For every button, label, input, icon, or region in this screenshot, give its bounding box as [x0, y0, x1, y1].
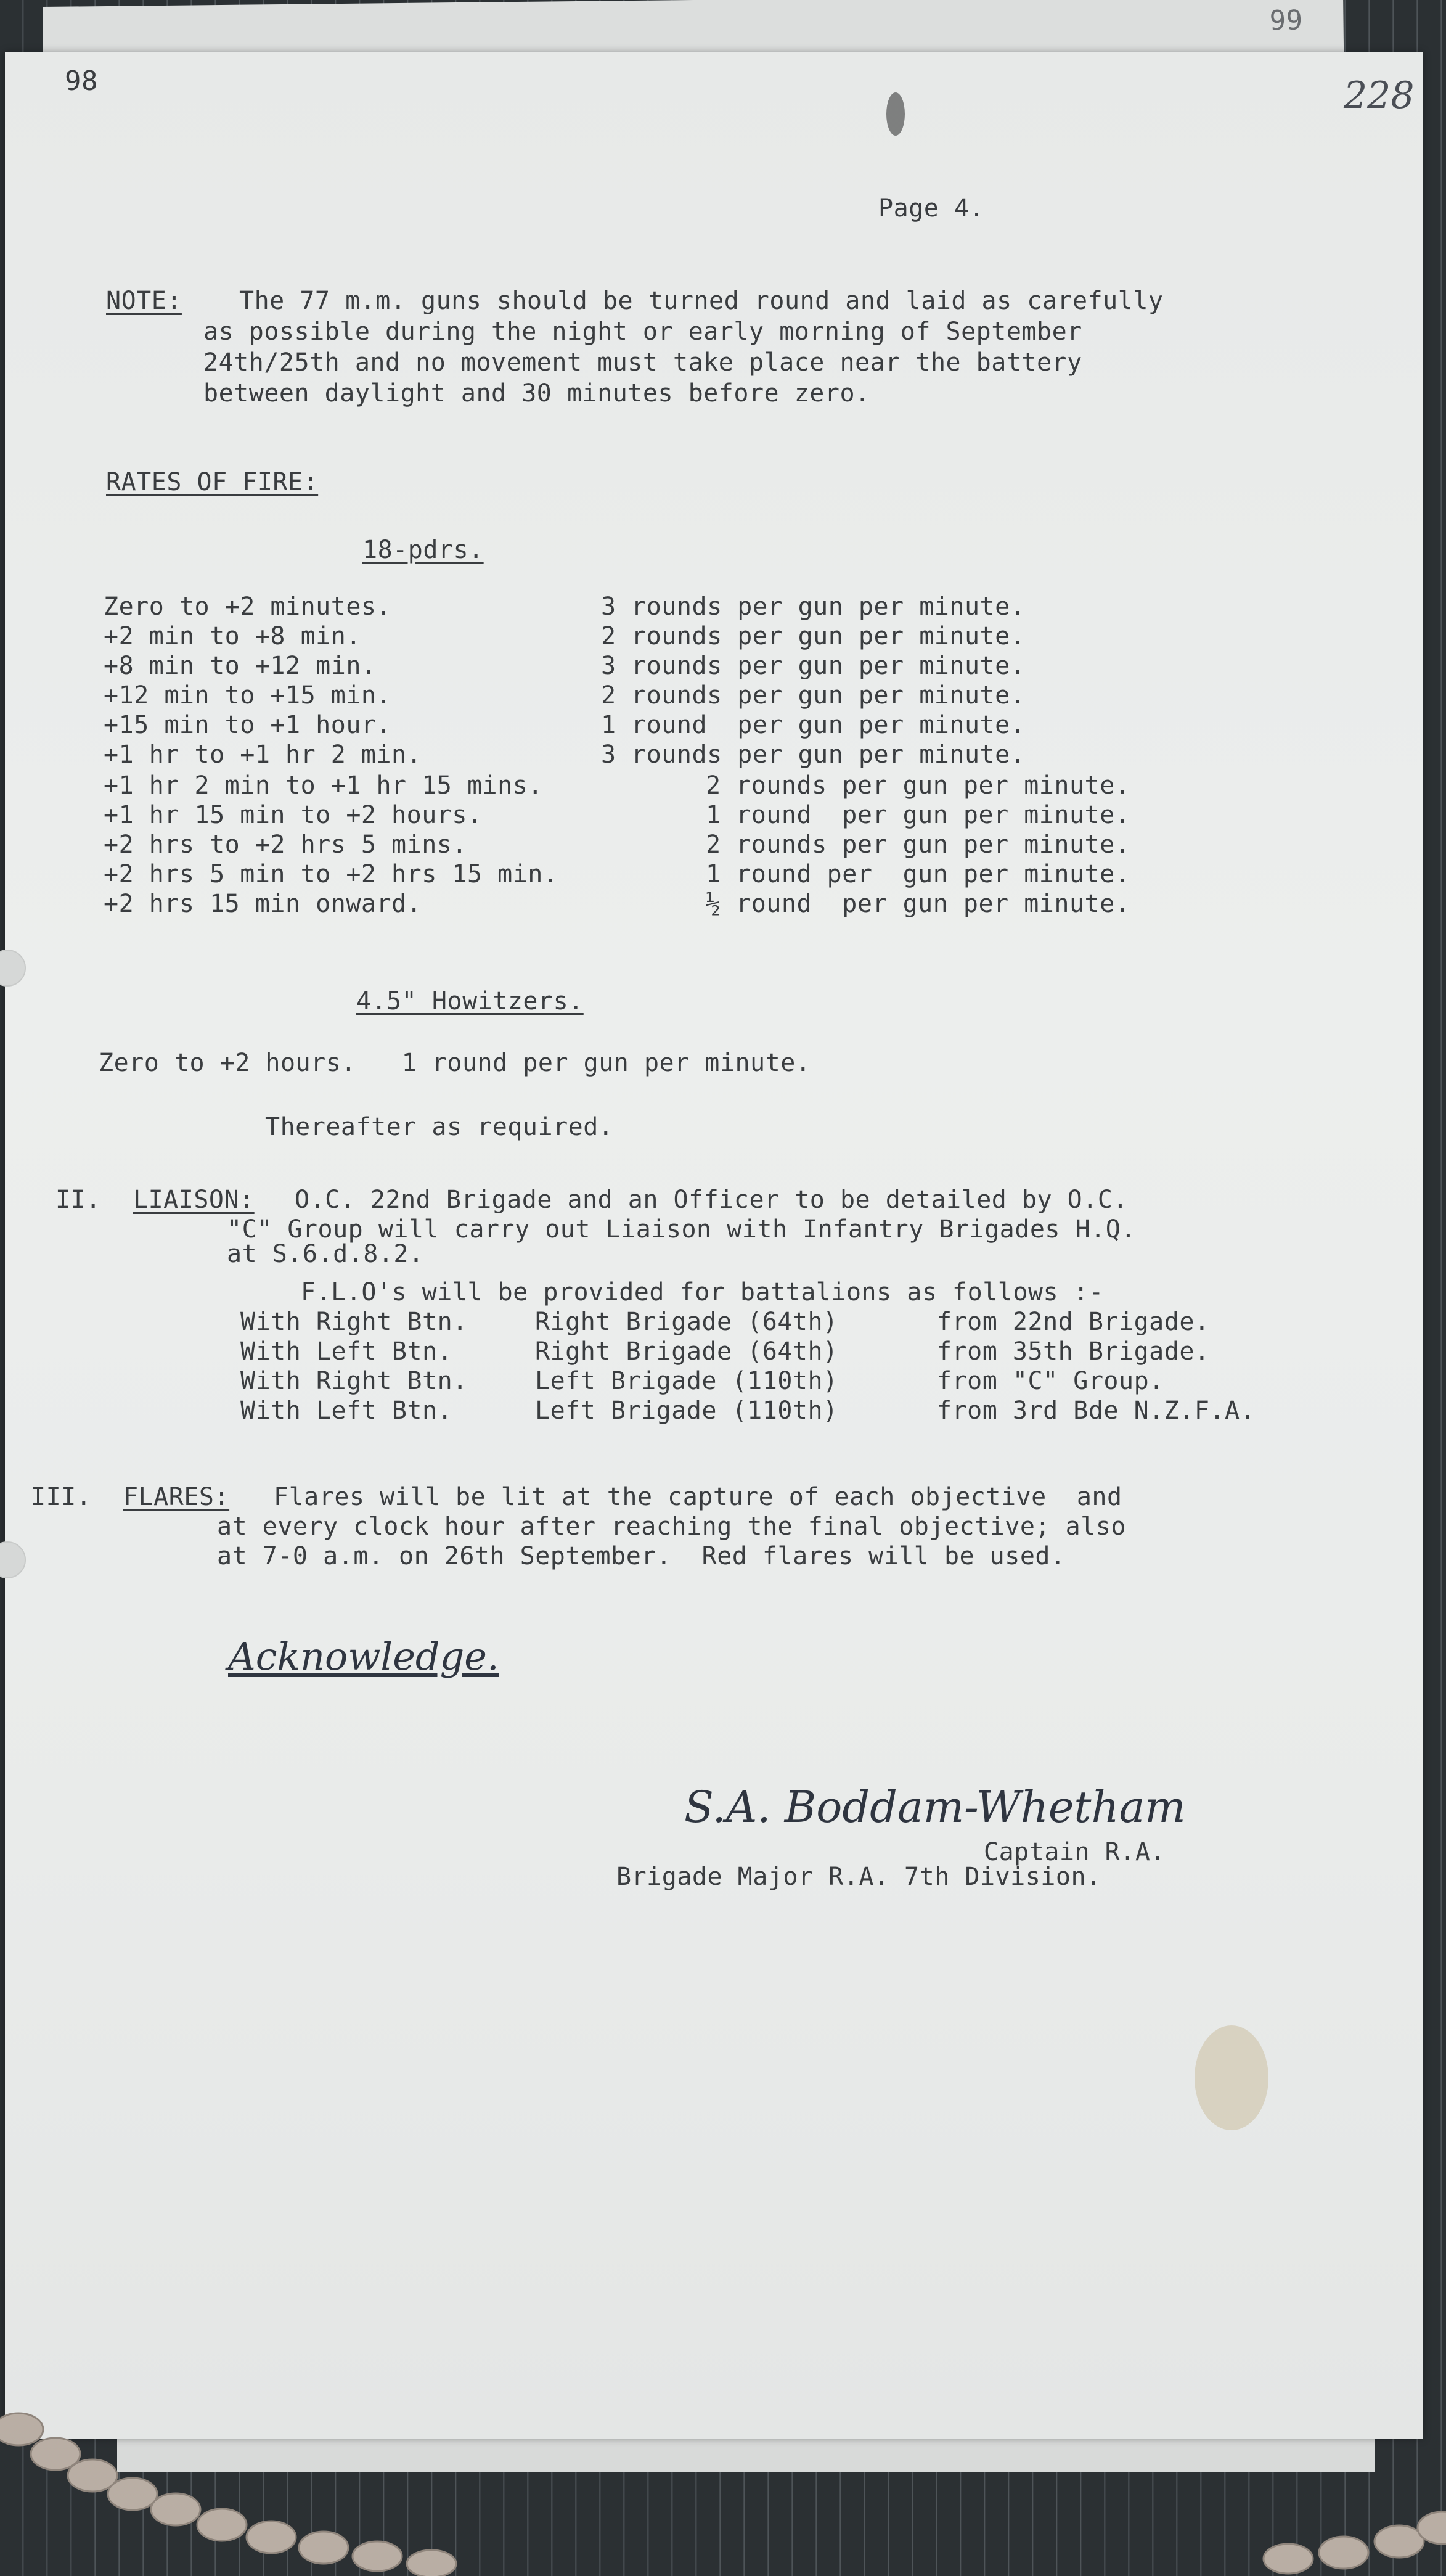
paper-stain — [886, 92, 905, 136]
flares-line: at every clock hour after reaching the final objective; also — [217, 1512, 1126, 1541]
flares-label: FLARES: — [123, 1483, 230, 1511]
rates-heading: RATES OF FIRE: — [106, 468, 319, 496]
rate-value: 2 rounds per gun per minute. — [706, 831, 1130, 859]
signature-rank: Captain R.A. — [984, 1838, 1166, 1866]
rate-time: +12 min to +15 min. — [104, 681, 392, 710]
thereafter-line: Thereafter as required. — [265, 1113, 614, 1141]
rate-time: +1 hr 2 min to +1 hr 15 mins. — [104, 771, 543, 800]
flo-brigade: Left Brigade (110th) — [535, 1397, 838, 1425]
liaison-line: at S.6.d.8.2. — [227, 1240, 424, 1268]
rate-time: +2 hrs to +2 hrs 5 mins. — [104, 831, 467, 859]
folio-top-right: 228 — [1344, 74, 1415, 117]
flo-with: With Left Btn. — [240, 1337, 453, 1366]
flo-with: With Right Btn. — [240, 1367, 468, 1395]
note-line: The 77 m.m. guns should be turned round and laid as carefully — [239, 287, 1164, 315]
flo-with: With Left Btn. — [240, 1397, 453, 1425]
howitzer-heading: 4.5" Howitzers. — [356, 987, 584, 1015]
flo-brigade: Right Brigade (64th) — [535, 1337, 838, 1366]
note-line: 24th/25th and no movement must take place near the battery — [203, 348, 1082, 377]
rate-value: ½ round per gun per minute. — [706, 890, 1130, 918]
rate-value: 2 rounds per gun per minute. — [601, 681, 1026, 710]
pdrs-heading: 18-pdrs. — [362, 536, 484, 564]
rate-time: +2 hrs 5 min to +2 hrs 15 min. — [104, 860, 558, 888]
signature-role: Brigade Major R.A. 7th Division. — [616, 1863, 1101, 1891]
liaison-line: O.C. 22nd Brigade and an Officer to be detailed by O.C. — [295, 1186, 1129, 1214]
rate-time: +1 hr 15 min to +2 hours. — [104, 801, 483, 829]
punch-hole-lower — [0, 1541, 26, 1578]
rate-value: 2 rounds per gun per minute. — [601, 622, 1026, 650]
flo-brigade: Left Brigade (110th) — [535, 1367, 838, 1395]
folio-top-left: 98 — [65, 65, 98, 97]
note-line: as possible during the night or early morning of September — [203, 318, 1082, 346]
liaison-line: "C" Group will carry out Liaison with Infantry Brigades H.Q. — [227, 1215, 1136, 1244]
rate-value: 2 rounds per gun per minute. — [706, 771, 1130, 800]
punch-hole-upper — [0, 950, 26, 987]
flo-from: from 22nd Brigade. — [937, 1308, 1210, 1336]
paper-stain — [1195, 2025, 1268, 2130]
rate-value: 1 round per gun per minute. — [706, 860, 1130, 888]
under-page-number: 99 — [1269, 4, 1303, 37]
howitzer-line: Zero to +2 hours. 1 round per gun per minute. — [99, 1049, 811, 1077]
signature-handwritten: S.A. Boddam-Whetham — [684, 1782, 1186, 1832]
rate-value: 3 rounds per gun per minute. — [601, 740, 1026, 769]
document-page — [5, 52, 1423, 2439]
rate-value: 3 rounds per gun per minute. — [601, 652, 1026, 680]
rate-time: +2 hrs 15 min onward. — [104, 890, 422, 918]
rate-time: +2 min to +8 min. — [104, 622, 361, 650]
flo-from: from 35th Brigade. — [937, 1337, 1210, 1366]
binding-cord — [0, 2405, 1446, 2576]
liaison-number: II. — [55, 1186, 101, 1214]
flo-from: from 3rd Bde N.Z.F.A. — [937, 1397, 1256, 1425]
rate-time: +8 min to +12 min. — [104, 652, 377, 680]
flares-line: at 7-0 a.m. on 26th September. Red flares will be used. — [217, 1542, 1066, 1570]
rate-time: +1 hr to +1 hr 2 min. — [104, 740, 422, 769]
liaison-label: LIAISON: — [133, 1186, 255, 1214]
acknowledge-handwritten: Acknowledge. — [228, 1634, 499, 1679]
rate-value: 1 round per gun per minute. — [601, 711, 1026, 739]
rate-value: 3 rounds per gun per minute. — [601, 593, 1026, 621]
rate-time: +15 min to +1 hour. — [104, 711, 392, 739]
rate-time: Zero to +2 minutes. — [104, 593, 392, 621]
note-line: between daylight and 30 minutes before zero. — [203, 379, 870, 408]
flares-number: III. — [31, 1483, 92, 1511]
flo-with: With Right Btn. — [240, 1308, 468, 1336]
flo-from: from "C" Group. — [937, 1367, 1164, 1395]
flo-intro: F.L.O's will be provided for battalions as follows :- — [301, 1278, 1104, 1306]
note-label: NOTE: — [106, 287, 182, 315]
page-label: Page 4. — [878, 194, 985, 223]
rate-value: 1 round per gun per minute. — [706, 801, 1130, 829]
flares-line: Flares will be lit at the capture of each objective and — [274, 1483, 1122, 1511]
flo-brigade: Right Brigade (64th) — [535, 1308, 838, 1336]
